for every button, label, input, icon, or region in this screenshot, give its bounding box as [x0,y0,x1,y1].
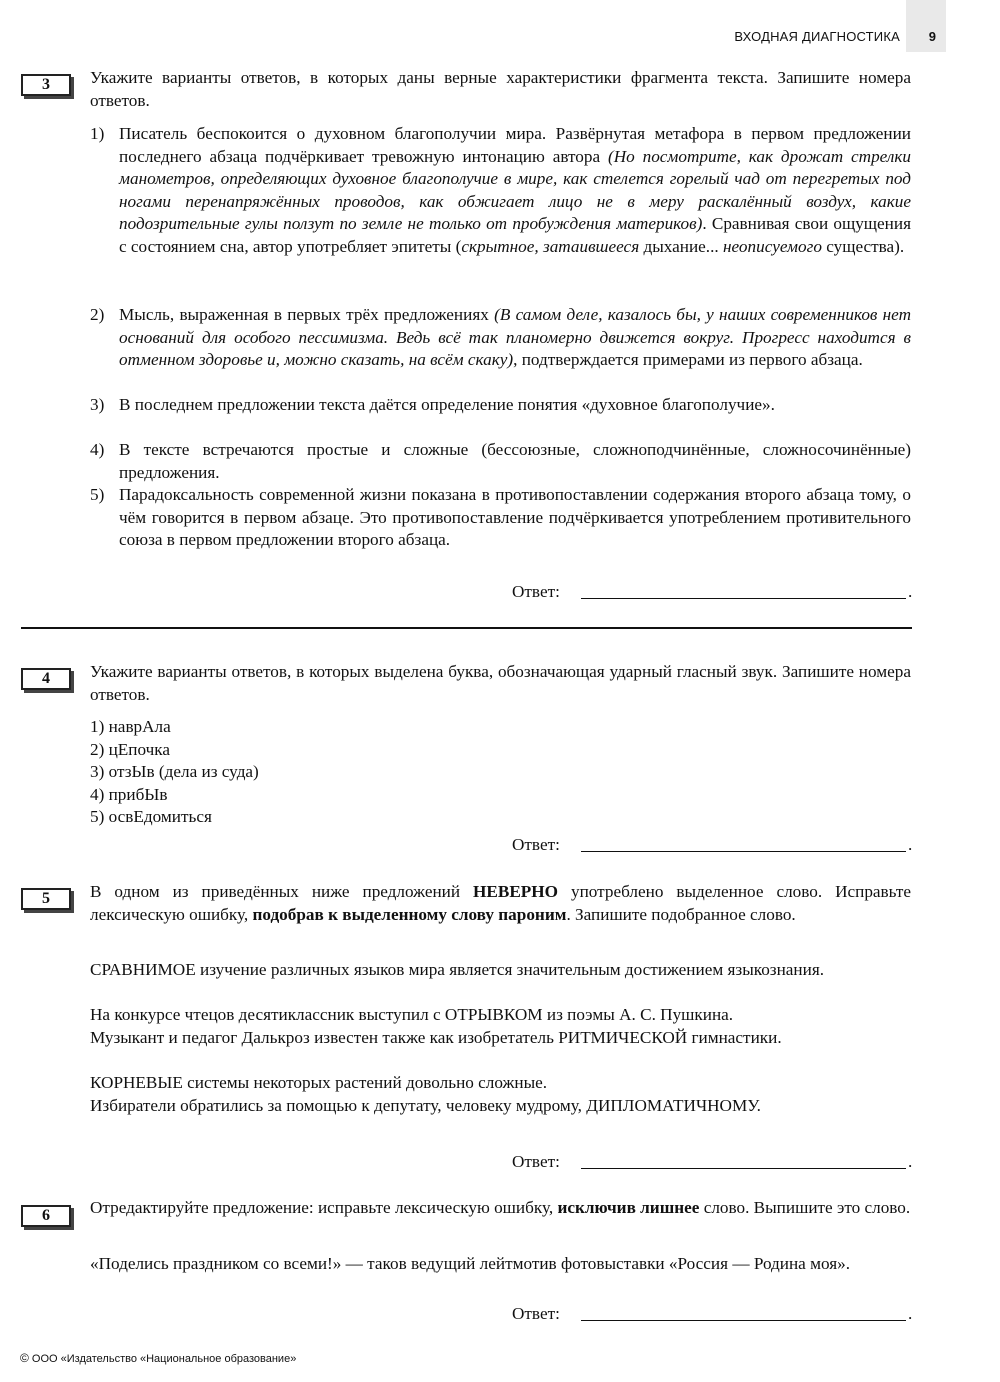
answer-label: Ответ: [512,1304,560,1323]
task3-option-4: 4) В тексте встречаются простые и сложные (бессоюзные, сложноподчинённые, сложносочинённые) предложения. [90,440,911,482]
task4-option-2: 2) цЕпочка [90,740,171,759]
option-number: 5) [90,485,105,504]
answer-line[interactable] [581,598,906,599]
task5-answer-field[interactable]: Ответ: . [512,1152,913,1171]
task6-answer-field[interactable]: Ответ: . [512,1304,913,1323]
task5-sentence-3: Музыкант и педагог Далькроз известен также как изобретатель РИТМИЧЕСКОЙ гимнастики. [90,1028,782,1047]
task6-prompt: Отредактируйте предложение: исправьте лексическую ошибку, исключив лишнее слово. Выпишите это слово. [90,1198,911,1217]
task3-option-3: 3) В последнем предложении текста даётся определение понятия «духовное благополучие». [90,394,911,417]
copyright-footer [20,1347,296,1371]
task-number-6: 6 [21,1205,71,1227]
page-number-tab [906,0,946,52]
task3-prompt: Укажите варианты ответов, в которых даны верные характеристики фрагмента текста. Запишите номера ответов. [90,68,911,110]
page-number: 9 [928,29,936,44]
task-number-4: 4 [21,668,71,690]
task5-sentence-1: СРАВНИМОЕ изучение различных языков мира является значительным достижением языкознания. [90,960,825,979]
task-number-3: 3 [21,74,71,96]
task6-sentence: «Поделись праздником со всеми!» — таков ведущий лейтмотив фотовыставки «Россия — Родина моя». [90,1254,851,1273]
answer-line[interactable] [581,1320,906,1321]
task3-option-5: 5) Парадоксальность современной жизни показана в противопоставлении содержания второго абзаца тому, о чём говорится в первом абзаце. Это противопоставление подчёркивается употреблением противительного союза в первом предложении второго абзаца. [90,485,911,550]
task5-sentence-4: КОРНЕВЫЕ системы некоторых растений довольно сложные. [90,1073,548,1092]
section-divider [21,627,912,629]
answer-line[interactable] [581,851,906,852]
task4-option-3: 3) отзЫв (дела из суда) [90,762,259,781]
answer-label: Ответ: [512,835,560,854]
copyright-icon: © [20,1351,29,1365]
running-header: ВХОДНАЯ ДИАГНОСТИКА [734,29,900,44]
task-number-5: 5 [21,888,71,910]
task5-sentence-2: На конкурсе чтецов десятиклассник выступил с ОТРЫВКОМ из поэмы А. С. Пушкина. [90,1005,734,1024]
option-number: 2) [90,305,105,324]
task3-option-1: 1) Писатель беспокоится о духовном благополучии мира. Развёрнутая метафора в первом предложении последнего абзаца подчёркивает тревожную интонацию автора (Но посмотрите, как дрожат стрелки манометров, определяющих духовное благополучие в мире, как стелется горелый чад от перегретых под ногами перенапряжённых проводов, как обжигает лицо не в меру раскалённый воздух, какие подозрительные гулы ползут по земле не только от пробуждения материков). Сравнивая свои ощущения с состоянием сна, автор употребляет эпитеты (скрытное, затаившееся дыхание... неописуемого существа). [90,124,911,256]
task5-sentence-5: Избиратели обратились за помощью к депутату, человеку мудрому, ДИПЛОМАТИЧНОМУ. [90,1096,761,1115]
task4-option-5: 5) освЕдомиться [90,807,212,826]
task4-option-4: 4) прибЫв [90,785,168,804]
answer-label: Ответ: [512,1152,560,1171]
option-number: 4) [90,440,105,459]
task4-prompt: Укажите варианты ответов, в которых выделена буква, обозначающая ударный гласный звук. Запишите номера ответов. [90,662,911,704]
task5-prompt: В одном из приведённых ниже предложений НЕВЕРНО употреблено выделенное слово. Исправьте лексическую ошибку, подобрав к выделенному слову пароним. Запишите подобранное слово. [90,882,911,924]
task3-option-2: 2) Мысль, выраженная в первых трёх предложениях (В самом деле, казалось бы, у наших современников нет оснований для особого пессимизма. Ведь всё так планомерно движется вокруг. Прогресс находится в отменном здоровье и, можно сказать, на всём скаку), подтверждается примерами из первого абзаца. [90,305,911,370]
task4-option-1: 1) наврАла [90,717,171,736]
answer-label: Ответ: [512,582,560,601]
answer-line[interactable] [581,1168,906,1169]
task4-answer-field[interactable]: Ответ: . [512,835,913,854]
publisher-name: ООО «Издательство «Национальное образование» [31,1353,297,1365]
task3-answer-field[interactable]: Ответ: . [512,582,913,601]
option-number: 1) [90,124,105,143]
option-number: 3) [90,395,105,414]
